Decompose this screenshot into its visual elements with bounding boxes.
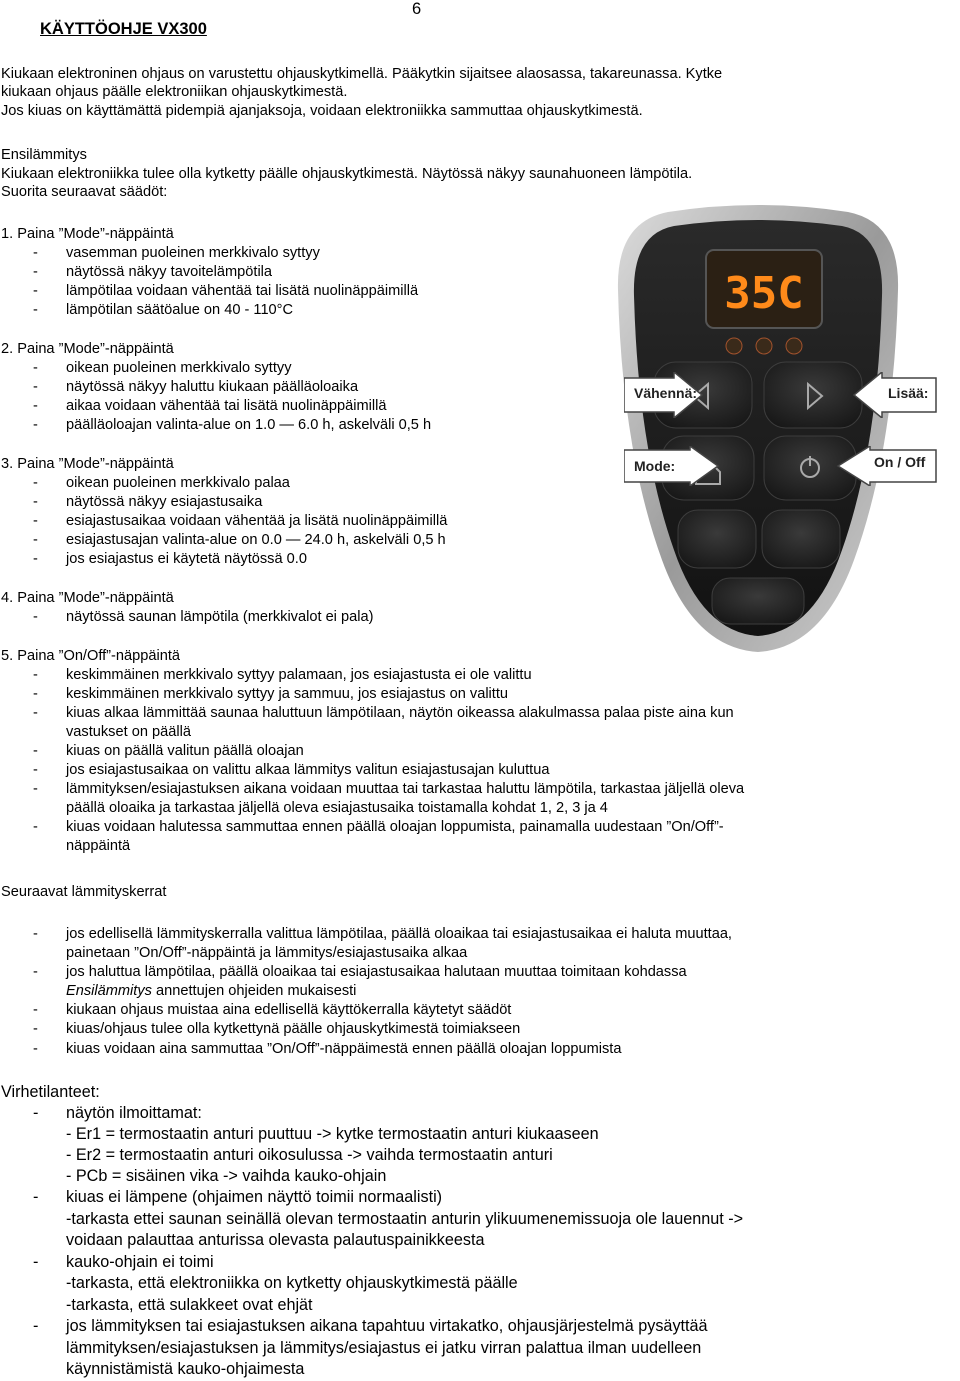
emphasis-text: Ensilämmitys: [66, 983, 152, 999]
paragraph-line: [66, 982, 356, 1001]
fault-line: - PCb = sisäinen vika -> vaihda kauko-ohjain: [66, 1167, 387, 1185]
bullet-dash: -: [33, 417, 38, 433]
clock-indicator-icon: [786, 338, 802, 354]
decrease-label: Vähennä:: [634, 385, 698, 401]
step-item: päällä oloaika ja tarkastaa jäljellä oleva esiajastusaika toistamalla kohdat 1, 2, 3 ja 4: [66, 800, 608, 816]
blank-button: [678, 510, 756, 568]
bullet-dash: -: [33, 705, 38, 721]
bullet-dash: -: [33, 283, 38, 299]
step-item: kiuas voidaan halutessa sammuttaa ennen päällä oloajan loppumista, painamalla uudestaan ”On/Off”-: [66, 819, 724, 835]
bullet-dash: -: [33, 1041, 38, 1057]
section-heading: Seuraavat lämmityskerrat: [1, 884, 167, 900]
fault-line: -tarkasta ettei saunan seinällä olevan termostaatin anturin ylikuumenemissuoja ole lauennut ->: [66, 1210, 744, 1228]
intro-line: Jos kiuas on käyttämättä pidempiä ajanjaksoja, voidaan elektroniikka sammuttaa ohjauskytkimestä.: [1, 103, 643, 119]
bullet-dash: -: [33, 1021, 38, 1037]
paragraph-line: jos haluttua lämpötilaa, päällä oloaikaa tai esiajastusaikaa halutaan muuttaa toimitaan kohdassa: [66, 964, 687, 980]
onoff-label: On / Off: [874, 454, 926, 470]
paragraph-line: jos edellisellä lämmityskerralla valittua lämpötilaa, päällä oloaikaa tai esiajastusaikaa ei haluta muuttaa,: [66, 926, 732, 942]
step-item: oikean puoleinen merkkivalo syttyy: [66, 360, 292, 376]
step-item: oikean puoleinen merkkivalo palaa: [66, 475, 290, 491]
bullet-dash: -: [33, 762, 38, 778]
section-heading: Ensilämmitys: [1, 147, 87, 163]
step-title: 5. Paina ”On/Off”-näppäintä: [1, 648, 181, 664]
step-item: lämpötilaa voidaan vähentää tai lisätä nuolinäppäimillä: [66, 283, 419, 299]
fault-line: -tarkasta, että sulakkeet ovat ehjät: [66, 1296, 313, 1314]
display-readout: 35C: [724, 268, 804, 319]
thermometer-indicator-icon: [726, 338, 742, 354]
bullet-dash: -: [33, 475, 38, 491]
bullet-dash: -: [33, 667, 38, 683]
paragraph-line: kiukaan ohjaus muistaa aina edellisellä käyttökerralla käytetyt säädöt: [66, 1002, 512, 1018]
document-title: KÄYTTÖOHJE VX300: [40, 20, 207, 38]
step-item: näppäintä: [66, 838, 131, 854]
intro-line: kiukaan ohjaus päälle elektroniikan ohjauskytkimestä.: [1, 84, 348, 100]
bullet-dash: -: [33, 551, 38, 567]
bullet-dash: -: [33, 1002, 38, 1018]
fault-line: kiuas ei lämpene (ohjaimen näyttö toimii normaalisti): [66, 1188, 443, 1206]
bullet-dash: -: [33, 360, 38, 376]
bullet-dash: -: [33, 494, 38, 510]
bullet-dash: -: [33, 781, 38, 797]
bullet-dash: -: [33, 609, 38, 625]
page-number: 6: [412, 0, 422, 18]
paragraph-line: kiuas/ohjaus tulee olla kytkettynä päälle ohjauskytkimestä toimiakseen: [66, 1021, 521, 1037]
paragraph-line: Suorita seuraavat säädöt:: [1, 184, 168, 200]
bullet-dash: -: [33, 686, 38, 702]
bullet-dash: -: [33, 532, 38, 548]
bullet-dash: -: [33, 964, 38, 980]
step-item: päälläoloajan valinta-alue on 1.0 — 6.0 h, askelväli 0,5 h: [66, 417, 432, 433]
blank-button: [712, 578, 804, 624]
step-item: näytössä näkyy tavoitelämpötila: [66, 264, 273, 280]
bullet-dash: -: [33, 302, 38, 318]
bullet-dash: -: [33, 926, 38, 942]
step-item: kiuas alkaa lämmittää saunaa haluttuun lämpötilaan, näytön oikeassa alakulmassa palaa piste aina kun: [66, 705, 734, 721]
section-heading: Virhetilanteet:: [1, 1083, 100, 1101]
step-title: 2. Paina ”Mode”-näppäintä: [1, 341, 174, 357]
bullet-dash: -: [33, 1317, 39, 1335]
increase-button: [764, 362, 862, 428]
blank-button: [762, 510, 840, 568]
fault-line: kauko-ohjain ei toimi: [66, 1253, 214, 1271]
intro-line: Kiukaan elektroninen ohjaus on varustettu ohjauskytkimellä. Pääkytkin sijaitsee alaosassa, takareunassa. Kytke: [1, 66, 723, 82]
fault-line: - Er1 = termostaatin anturi puuttuu -> kytke termostaatin anturi kiukaaseen: [66, 1125, 599, 1143]
step-item: keskimmäinen merkkivalo syttyy ja sammuu, jos esiajastus on valittu: [66, 686, 509, 702]
fault-line: jos lämmityksen tai esiajastuksen aikana tapahtuu virtakatko, ohjausjärjestelmä pysäyttää: [66, 1317, 708, 1335]
bullet-dash: -: [33, 819, 38, 835]
step-item: lämmityksen/esiajastuksen aikana voidaan muuttaa tai tarkastaa haluttu lämpötila, tarkastaa jäljellä oleva: [66, 781, 745, 797]
step-item: lämpötilan säätöalue on 40 - 110°C: [66, 302, 294, 318]
increase-label: Lisää:: [888, 385, 929, 401]
bullet-dash: -: [33, 513, 38, 529]
step-item: jos esiajastus ei käytetä näytössä 0.0: [66, 551, 307, 567]
step-title: 1. Paina ”Mode”-näppäintä: [1, 226, 174, 242]
remote-control-image: [608, 200, 908, 660]
fault-line: -tarkasta, että elektroniikka on kytketty ohjauskytkimestä päälle: [66, 1274, 518, 1292]
step-item: näytössä näkyy esiajastusaika: [66, 494, 263, 510]
step-title: 3. Paina ”Mode”-näppäintä: [1, 456, 174, 472]
step-item: kiuas on päällä valitun päällä oloajan: [66, 743, 304, 759]
bullet-dash: -: [33, 743, 38, 759]
bullet-dash: -: [33, 264, 38, 280]
paragraph-line: Kiukaan elektroniikka tulee olla kytketty päälle ohjauskytkimestä. Näytössä näkyy saunahuoneen lämpötila.: [1, 166, 693, 182]
bullet-dash: -: [33, 1253, 39, 1271]
step-item: näytössä näkyy haluttu kiukaan päälläoloaika: [66, 379, 359, 395]
paragraph-line: kiuas voidaan aina sammuttaa ”On/Off”-näppäimestä ennen päällä oloajan loppumista: [66, 1041, 622, 1057]
paragraph-text: annettujen ohjeiden mukaisesti: [156, 983, 357, 999]
step-item: keskimmäinen merkkivalo syttyy palamaan, jos esiajastusta ei ole valittu: [66, 667, 532, 683]
step-item: näytössä saunan lämpötila (merkkivalot ei pala): [66, 609, 374, 625]
step-item: esiajastusaikaa voidaan vähentää ja lisätä nuolinäppäimillä: [66, 513, 448, 529]
fault-line: voidaan palauttaa anturissa olevasta palautuspainikkeesta: [66, 1231, 485, 1249]
fault-line: käynnistämistä kauko-ohjaimesta: [66, 1360, 305, 1378]
fault-line: näytön ilmoittamat:: [66, 1104, 202, 1122]
step-item: vasemman puoleinen merkkivalo syttyy: [66, 245, 320, 261]
step-item: jos esiajastusaikaa on valittu alkaa lämmitys valitun esiajastusajan kuluttua: [66, 762, 550, 778]
step-item: vastukset on päällä: [66, 724, 191, 740]
bullet-dash: -: [33, 1188, 39, 1206]
bullet-dash: -: [33, 245, 38, 261]
bullet-dash: -: [33, 398, 38, 414]
bullet-dash: -: [33, 379, 38, 395]
step-title: 4. Paina ”Mode”-näppäintä: [1, 590, 174, 606]
fault-line: - Er2 = termostaatin anturi oikosulussa -> vaihda termostaatin anturi: [66, 1146, 553, 1164]
step-item: aikaa voidaan vähentää tai lisätä nuolinäppäimillä: [66, 398, 387, 414]
step-item: esiajastusajan valinta-alue on 0.0 — 24.0 h, askelväli 0,5 h: [66, 532, 446, 548]
fault-line: lämmityksen/esiajastuksen ja lämmitys/esiajastus ei jatku virran palattua ilman uudelleen: [66, 1339, 702, 1357]
paragraph-line: painetaan ”On/Off”-näppäintä ja lämmitys/esiajastusaika alkaa: [66, 945, 468, 961]
bullet-dash: -: [33, 1104, 39, 1122]
mode-label: Mode:: [634, 458, 676, 474]
heat-indicator-icon: [756, 338, 772, 354]
